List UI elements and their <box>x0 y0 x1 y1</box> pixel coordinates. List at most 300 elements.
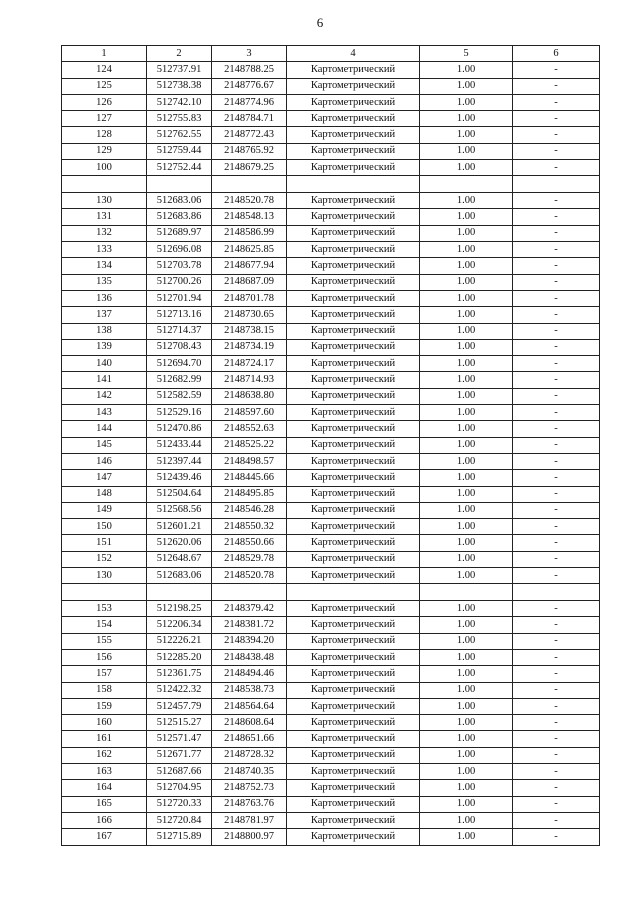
table-cell: 512752.44 <box>147 160 212 176</box>
table-cell: 1.00 <box>420 453 513 469</box>
table-cell: - <box>513 568 600 584</box>
table-cell: Картометрический <box>287 225 420 241</box>
table-cell: 1.00 <box>420 160 513 176</box>
table-cell: Картометрический <box>287 421 420 437</box>
table-cell: Картометрический <box>287 323 420 339</box>
table-cell: 147 <box>62 470 147 486</box>
table-cell: - <box>513 519 600 535</box>
table-row <box>62 796 600 812</box>
table-cell: 1.00 <box>420 225 513 241</box>
table-cell: 512689.97 <box>147 225 212 241</box>
table-cell: 155 <box>62 633 147 649</box>
table-cell: - <box>513 470 600 486</box>
table-cell: 149 <box>62 502 147 518</box>
table-cell: 1.00 <box>420 780 513 796</box>
table-cell: 2148586.99 <box>212 225 287 241</box>
table-cell: - <box>513 78 600 94</box>
table-cell: 512762.55 <box>147 127 212 143</box>
table-cell: 2148701.78 <box>212 290 287 306</box>
table-cell: - <box>513 698 600 714</box>
column-header: 6 <box>513 46 600 62</box>
table-cell: 512226.21 <box>147 633 212 649</box>
table-cell: 1.00 <box>420 633 513 649</box>
table-cell: - <box>513 780 600 796</box>
column-header: 1 <box>62 46 147 62</box>
table-cell: Картометрический <box>287 209 420 225</box>
table-cell: 512504.64 <box>147 486 212 502</box>
table-cell: 512755.83 <box>147 111 212 127</box>
table-cell: 2148546.28 <box>212 502 287 518</box>
table-cell: 512715.89 <box>147 829 212 845</box>
table-cell: - <box>513 307 600 323</box>
table-row <box>62 568 600 584</box>
table-cell: - <box>513 405 600 421</box>
table-row <box>62 715 600 731</box>
table-cell: 1.00 <box>420 649 513 665</box>
table-cell: 2148625.85 <box>212 242 287 258</box>
table-cell: - <box>513 225 600 241</box>
table-cell: 127 <box>62 111 147 127</box>
table-cell: 2148550.32 <box>212 519 287 535</box>
table-row <box>62 94 600 110</box>
table-cell: - <box>513 715 600 731</box>
table-cell: 152 <box>62 551 147 567</box>
table-cell: 512361.75 <box>147 666 212 682</box>
table-cell: 135 <box>62 274 147 290</box>
table-row <box>62 193 600 209</box>
table-cell: Картометрический <box>287 535 420 551</box>
table-cell: Картометрический <box>287 78 420 94</box>
table-row <box>62 698 600 714</box>
table-cell: 512714.37 <box>147 323 212 339</box>
table-cell: Картометрический <box>287 633 420 649</box>
table-cell: - <box>513 682 600 698</box>
table-cell <box>62 176 147 193</box>
table-cell: 2148714.93 <box>212 372 287 388</box>
table-cell: 512648.67 <box>147 551 212 567</box>
table-cell: 132 <box>62 225 147 241</box>
table-cell: 1.00 <box>420 62 513 78</box>
table-cell: Картометрический <box>287 747 420 763</box>
table-cell: 1.00 <box>420 747 513 763</box>
table-cell: 512700.26 <box>147 274 212 290</box>
table-cell: 2148608.64 <box>212 715 287 731</box>
table-cell: 157 <box>62 666 147 682</box>
table-cell: 1.00 <box>420 258 513 274</box>
table-row <box>62 649 600 665</box>
table-row <box>62 127 600 143</box>
table-cell: 1.00 <box>420 388 513 404</box>
table-cell: Картометрический <box>287 486 420 502</box>
table-cell: 131 <box>62 209 147 225</box>
table-cell: 512742.10 <box>147 94 212 110</box>
table-cell: 1.00 <box>420 421 513 437</box>
table-cell <box>513 176 600 193</box>
table-cell: - <box>513 111 600 127</box>
table-cell: 1.00 <box>420 698 513 714</box>
table-cell: Картометрический <box>287 62 420 78</box>
table-cell: 2148788.25 <box>212 62 287 78</box>
table-cell: Картометрический <box>287 437 420 453</box>
table-cell: Картометрический <box>287 715 420 731</box>
table-cell: Картометрический <box>287 796 420 812</box>
table-cell: 1.00 <box>420 502 513 518</box>
table-cell <box>212 176 287 193</box>
table-cell <box>62 584 147 601</box>
table-cell: Картометрический <box>287 242 420 258</box>
table-cell: - <box>513 127 600 143</box>
table-row <box>62 682 600 698</box>
table-cell: 146 <box>62 453 147 469</box>
table-cell: 2148734.19 <box>212 339 287 355</box>
table-cell: 1.00 <box>420 796 513 812</box>
table-cell: 2148597.60 <box>212 405 287 421</box>
table-cell: - <box>513 143 600 159</box>
table-row <box>62 437 600 453</box>
table-cell: Картометрический <box>287 160 420 176</box>
table-cell: 1.00 <box>420 94 513 110</box>
table-cell: 512737.91 <box>147 62 212 78</box>
table-cell: Картометрический <box>287 127 420 143</box>
table-cell: - <box>513 829 600 845</box>
table-cell: 159 <box>62 698 147 714</box>
table-row <box>62 470 600 486</box>
table-cell <box>420 584 513 601</box>
table-cell: 2148379.42 <box>212 601 287 617</box>
table-cell: 512582.59 <box>147 388 212 404</box>
table-row <box>62 535 600 551</box>
table-cell: Картометрический <box>287 405 420 421</box>
table-cell: 512720.84 <box>147 812 212 828</box>
column-header: 3 <box>212 46 287 62</box>
table-cell: 512601.21 <box>147 519 212 535</box>
table-cell: 2148772.43 <box>212 127 287 143</box>
table-row <box>62 111 600 127</box>
table-cell: Картометрический <box>287 812 420 828</box>
column-header: 4 <box>287 46 420 62</box>
table-row <box>62 323 600 339</box>
table-cell: 512701.94 <box>147 290 212 306</box>
table-cell: 1.00 <box>420 209 513 225</box>
table-cell: 512198.25 <box>147 601 212 617</box>
table-cell: 2148677.94 <box>212 258 287 274</box>
table-cell: 1.00 <box>420 764 513 780</box>
table-cell: 153 <box>62 601 147 617</box>
table-spacer-row <box>62 584 600 601</box>
table-cell: 512620.06 <box>147 535 212 551</box>
table-cell: 130 <box>62 193 147 209</box>
table-row <box>62 764 600 780</box>
table-cell: Картометрический <box>287 94 420 110</box>
table-cell: Картометрический <box>287 551 420 567</box>
column-header: 5 <box>420 46 513 62</box>
table-cell: 512439.46 <box>147 470 212 486</box>
table-cell: 512682.99 <box>147 372 212 388</box>
table-row <box>62 339 600 355</box>
table-cell: 2148651.66 <box>212 731 287 747</box>
column-header: 2 <box>147 46 212 62</box>
table-cell: 1.00 <box>420 339 513 355</box>
table-row <box>62 143 600 159</box>
table-row <box>62 290 600 306</box>
table-cell: 140 <box>62 356 147 372</box>
table-cell <box>287 584 420 601</box>
table-cell: - <box>513 796 600 812</box>
table-cell: 2148765.92 <box>212 143 287 159</box>
table-cell: - <box>513 193 600 209</box>
table-row <box>62 502 600 518</box>
table-cell: 2148538.73 <box>212 682 287 698</box>
table-cell: 2148781.97 <box>212 812 287 828</box>
table-row <box>62 601 600 617</box>
table-row <box>62 617 600 633</box>
table-cell: 2148494.46 <box>212 666 287 682</box>
table-cell: - <box>513 453 600 469</box>
table-cell: 1.00 <box>420 568 513 584</box>
table-row <box>62 209 600 225</box>
table-cell <box>287 176 420 193</box>
table-cell: 1.00 <box>420 405 513 421</box>
table-row <box>62 453 600 469</box>
table-cell: Картометрический <box>287 682 420 698</box>
table-cell: Картометрический <box>287 780 420 796</box>
table-cell: 133 <box>62 242 147 258</box>
table-cell: - <box>513 242 600 258</box>
table-row <box>62 356 600 372</box>
table-cell <box>420 176 513 193</box>
page-number: 6 <box>316 15 324 30</box>
table-cell: Картометрический <box>287 143 420 159</box>
table-row <box>62 307 600 323</box>
table-cell: 1.00 <box>420 78 513 94</box>
table-cell: - <box>513 666 600 682</box>
table-cell: 156 <box>62 649 147 665</box>
table-cell: 512571.47 <box>147 731 212 747</box>
table-row <box>62 62 600 78</box>
table-cell: 139 <box>62 339 147 355</box>
table-cell: Картометрический <box>287 290 420 306</box>
table-cell: Картометрический <box>287 649 420 665</box>
table-cell: 2148724.17 <box>212 356 287 372</box>
table-cell: 2148728.32 <box>212 747 287 763</box>
table-cell: 2148445.66 <box>212 470 287 486</box>
table-cell: - <box>513 323 600 339</box>
table-cell: 1.00 <box>420 617 513 633</box>
table-cell: 1.00 <box>420 143 513 159</box>
table-row <box>62 731 600 747</box>
table-cell: 2148564.64 <box>212 698 287 714</box>
table-cell: - <box>513 160 600 176</box>
table-cell: 1.00 <box>420 274 513 290</box>
table-cell: Картометрический <box>287 666 420 682</box>
table-cell: 166 <box>62 812 147 828</box>
table-cell: 2148774.96 <box>212 94 287 110</box>
table-cell: 1.00 <box>420 551 513 567</box>
table-cell: 1.00 <box>420 437 513 453</box>
table-cell: 145 <box>62 437 147 453</box>
table-cell: 100 <box>62 160 147 176</box>
table-cell: 137 <box>62 307 147 323</box>
table-row <box>62 829 600 845</box>
table-cell: Картометрический <box>287 698 420 714</box>
table-cell: Картометрический <box>287 470 420 486</box>
table-cell: - <box>513 764 600 780</box>
table-cell: 512433.44 <box>147 437 212 453</box>
table-row <box>62 421 600 437</box>
table-cell: 2148550.66 <box>212 535 287 551</box>
table-cell: 1.00 <box>420 372 513 388</box>
table-cell: 2148438.48 <box>212 649 287 665</box>
table-cell: - <box>513 356 600 372</box>
table-row <box>62 633 600 649</box>
table-cell: 1.00 <box>420 111 513 127</box>
table-cell: 141 <box>62 372 147 388</box>
table-cell: 164 <box>62 780 147 796</box>
table-cell: 2148381.72 <box>212 617 287 633</box>
table-cell: 1.00 <box>420 601 513 617</box>
table-cell: Картометрический <box>287 111 420 127</box>
table-cell: - <box>513 747 600 763</box>
table-cell: 1.00 <box>420 356 513 372</box>
table-cell: - <box>513 486 600 502</box>
table-cell: 512683.06 <box>147 193 212 209</box>
table-cell: - <box>513 535 600 551</box>
table-cell: 1.00 <box>420 470 513 486</box>
table-cell: 2148548.13 <box>212 209 287 225</box>
table-cell: 512687.66 <box>147 764 212 780</box>
table-cell: 134 <box>62 258 147 274</box>
table-cell: Картометрический <box>287 307 420 323</box>
table-cell: 512470.86 <box>147 421 212 437</box>
table-cell: 512694.70 <box>147 356 212 372</box>
table-cell: 148 <box>62 486 147 502</box>
table-cell: - <box>513 209 600 225</box>
table-cell: 2148529.78 <box>212 551 287 567</box>
table-cell: 512529.16 <box>147 405 212 421</box>
table-cell: - <box>513 551 600 567</box>
table-cell: 165 <box>62 796 147 812</box>
table-cell: 158 <box>62 682 147 698</box>
table-cell: 512738.38 <box>147 78 212 94</box>
table-cell: - <box>513 258 600 274</box>
table-cell: 1.00 <box>420 323 513 339</box>
table-cell: - <box>513 649 600 665</box>
table-cell: Картометрический <box>287 339 420 355</box>
table-cell: 1.00 <box>420 666 513 682</box>
table-cell: - <box>513 601 600 617</box>
table-cell: 1.00 <box>420 682 513 698</box>
table-cell: 512720.33 <box>147 796 212 812</box>
table-cell: 512759.44 <box>147 143 212 159</box>
table-spacer-row <box>62 176 600 193</box>
table-cell: 161 <box>62 731 147 747</box>
table-row <box>62 242 600 258</box>
table-row <box>62 274 600 290</box>
table-cell: Картометрический <box>287 453 420 469</box>
table-cell: 128 <box>62 127 147 143</box>
table-cell: 2148394.20 <box>212 633 287 649</box>
table-cell: 512671.77 <box>147 747 212 763</box>
table-cell: Картометрический <box>287 764 420 780</box>
table-cell: 512704.95 <box>147 780 212 796</box>
table-cell: 2148752.73 <box>212 780 287 796</box>
table-cell: 512568.56 <box>147 502 212 518</box>
table-cell: 1.00 <box>420 731 513 747</box>
table-cell: 2148800.97 <box>212 829 287 845</box>
table-cell: 138 <box>62 323 147 339</box>
table-cell: 1.00 <box>420 486 513 502</box>
table-cell: Картометрический <box>287 356 420 372</box>
table-cell: 512515.27 <box>147 715 212 731</box>
table-cell: 512397.44 <box>147 453 212 469</box>
table-row <box>62 405 600 421</box>
table-cell: Картометрический <box>287 502 420 518</box>
table-cell: 2148784.71 <box>212 111 287 127</box>
table-cell: 1.00 <box>420 193 513 209</box>
table-cell: 2148687.09 <box>212 274 287 290</box>
table-cell: 512683.86 <box>147 209 212 225</box>
table-row <box>62 78 600 94</box>
table-cell: 2148525.22 <box>212 437 287 453</box>
table-row <box>62 486 600 502</box>
table-cell: - <box>513 812 600 828</box>
table-cell: - <box>513 421 600 437</box>
table-cell: 124 <box>62 62 147 78</box>
table-cell: 1.00 <box>420 535 513 551</box>
table-cell: 2148730.65 <box>212 307 287 323</box>
table-row <box>62 258 600 274</box>
table-row <box>62 812 600 828</box>
table-cell: 162 <box>62 747 147 763</box>
table-cell: 144 <box>62 421 147 437</box>
table-cell: 512683.06 <box>147 568 212 584</box>
table-cell: 512696.08 <box>147 242 212 258</box>
table-row <box>62 780 600 796</box>
table-cell: 512703.78 <box>147 258 212 274</box>
table-cell: Картометрический <box>287 601 420 617</box>
table-cell: 1.00 <box>420 307 513 323</box>
table-cell <box>513 584 600 601</box>
table-cell: 1.00 <box>420 812 513 828</box>
table-cell: - <box>513 437 600 453</box>
table-cell: 142 <box>62 388 147 404</box>
table-row <box>62 372 600 388</box>
table-cell: 2148498.57 <box>212 453 287 469</box>
table-cell: 1.00 <box>420 290 513 306</box>
table-cell: 163 <box>62 764 147 780</box>
table-cell: 160 <box>62 715 147 731</box>
table-cell: 512713.16 <box>147 307 212 323</box>
table-cell: 512206.34 <box>147 617 212 633</box>
table-cell: 2148738.15 <box>212 323 287 339</box>
table-cell: - <box>513 290 600 306</box>
table-cell: Картометрический <box>287 193 420 209</box>
table-cell: 125 <box>62 78 147 94</box>
table-row <box>62 666 600 682</box>
table-cell: 2148552.63 <box>212 421 287 437</box>
table-cell: Картометрический <box>287 731 420 747</box>
table-cell: 1.00 <box>420 242 513 258</box>
table-cell: 167 <box>62 829 147 845</box>
table-cell: Картометрический <box>287 568 420 584</box>
table-cell: - <box>513 274 600 290</box>
table-cell: 2148679.25 <box>212 160 287 176</box>
table-cell: 2148776.67 <box>212 78 287 94</box>
table-cell <box>147 176 212 193</box>
table-cell: Картометрический <box>287 388 420 404</box>
table-cell: - <box>513 339 600 355</box>
table-cell: Картометрический <box>287 617 420 633</box>
